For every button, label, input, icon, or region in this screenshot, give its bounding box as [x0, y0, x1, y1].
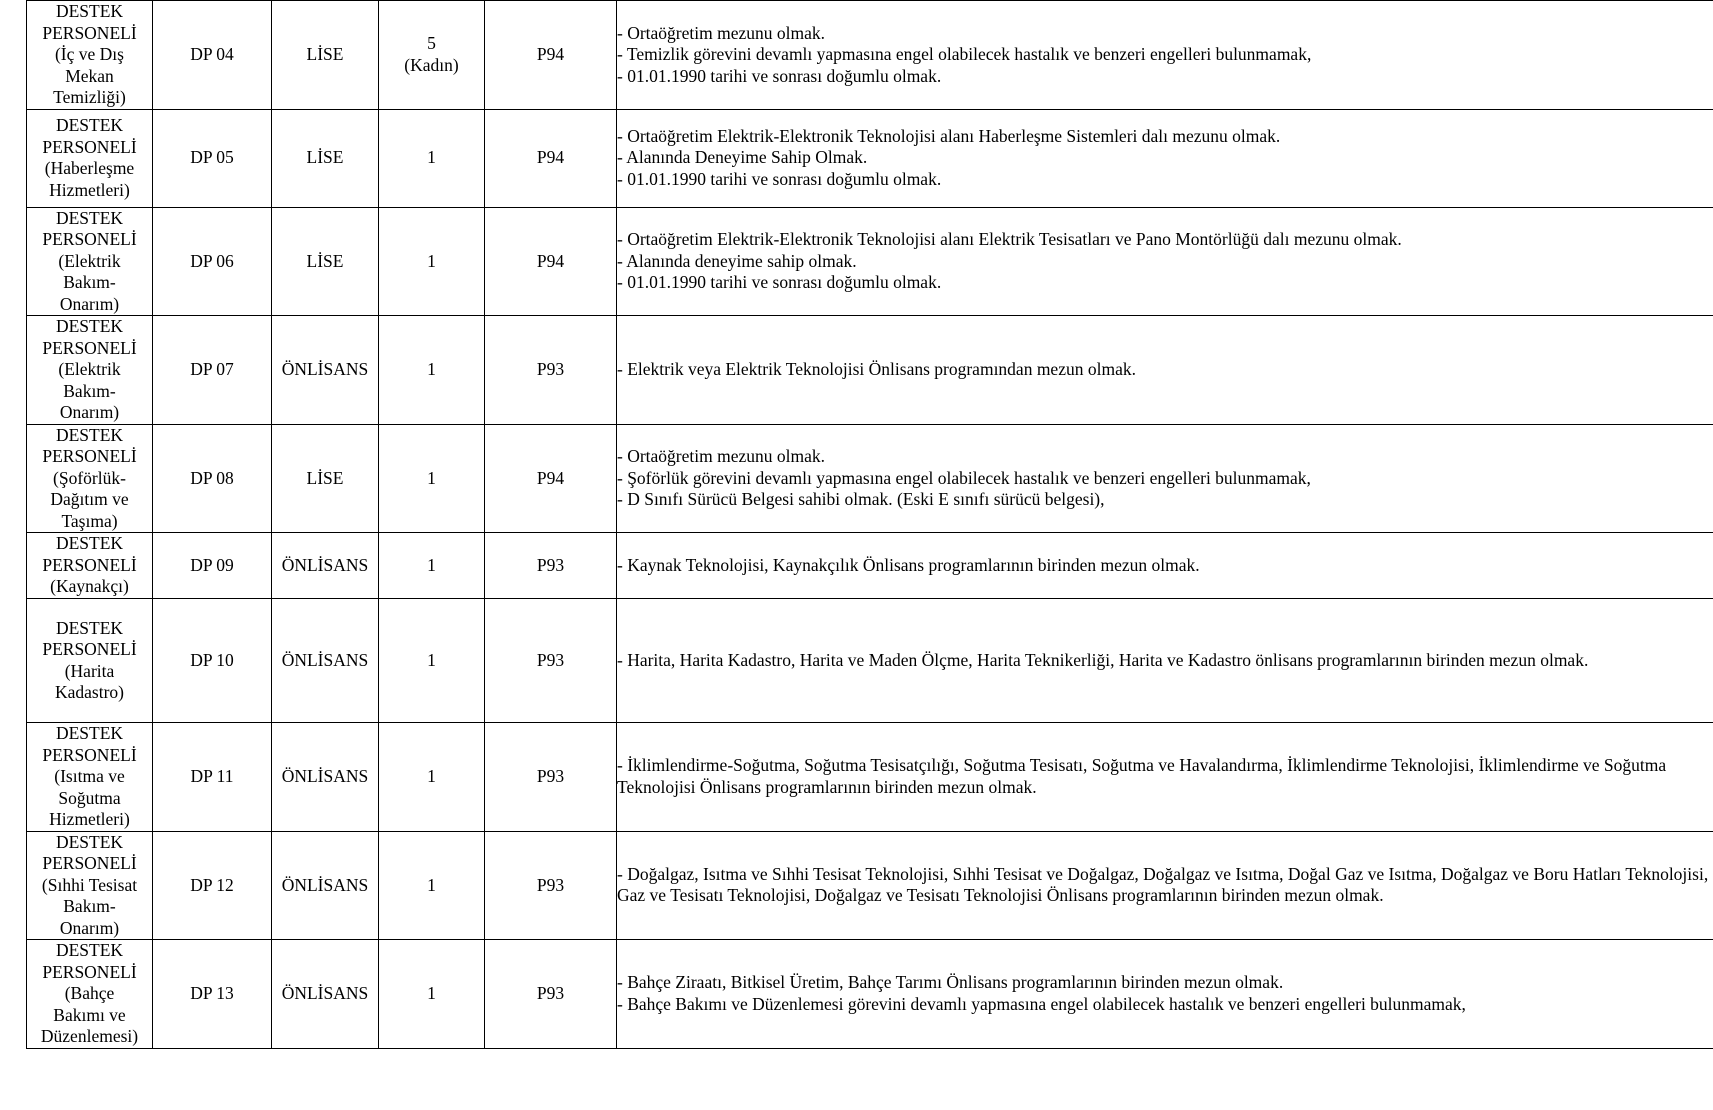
- table-row: [27, 940, 1713, 1049]
- quantity-value: 1: [427, 649, 436, 670]
- requirement-line: - Doğalgaz, Isıtma ve Sıhhi Tesisat Teknolojisi, Sıhhi Tesisat ve Doğalgaz, Doğalgaz ve Isıtma, Doğal Gaz ve Isıtma, Doğalgaz ve Boru Hatları Teknolojisi, Gaz ve Tesisatı Teknolojisi, Doğalgaz ve Tesisatı Teknolojisi Önlisans programlarının birinden mezun olmak.: [617, 863, 1709, 906]
- position-name-line: DESTEK: [55, 316, 124, 336]
- requirements-cell: [617, 831, 1713, 940]
- position-name-cell: [27, 831, 153, 940]
- table-row: [27, 831, 1713, 940]
- requirements-cell: [617, 940, 1713, 1049]
- position-name-line: Bakım-: [63, 380, 116, 401]
- score-type-cell: P94: [485, 424, 617, 533]
- position-name-cell: [27, 533, 153, 599]
- requirement-line: - Ortaöğretim mezunu olmak.: [617, 22, 825, 43]
- position-name-line: Hizmetleri): [49, 809, 130, 829]
- quantity-cell: [379, 424, 485, 533]
- position-name-line: Dağıtım ve: [50, 489, 129, 509]
- score-type-cell: P93: [485, 723, 617, 832]
- position-name-cell: [27, 1, 153, 110]
- position-name-line: PERSONELİ: [42, 639, 137, 659]
- education-level-cell: ÖNLİSANS: [272, 599, 379, 723]
- education-level-cell: ÖNLİSANS: [272, 831, 379, 940]
- position-name-line: (Haberleşme: [44, 158, 135, 178]
- position-name-line: PERSONELİ: [42, 22, 137, 43]
- position-name-line: Kadastro): [54, 682, 124, 702]
- requirement-line: - Ortaöğretim mezunu olmak.: [617, 446, 825, 466]
- score-type-cell: P93: [485, 831, 617, 940]
- position-name-cell: [27, 940, 153, 1049]
- requirement-line: - İklimlendirme-Soğutma, Soğutma Tesisatçılığı, Soğutma Tesisatı, Soğutma ve Havalandırma, İklimlendirme Teknolojisi, İklimlendirme ve Soğutma Teknolojisi Önlisans programlarının birinden mezun olmak.: [617, 755, 1667, 797]
- requirements-cell: [617, 533, 1713, 599]
- position-name-line: (Harita: [64, 660, 115, 681]
- requirements-cell: [617, 723, 1713, 832]
- position-name-line: (Şoförlük-: [53, 467, 126, 488]
- position-name-line: DESTEK: [55, 831, 124, 852]
- position-name-line: DESTEK: [55, 533, 124, 554]
- position-name-line: Bakımı ve: [53, 1004, 126, 1025]
- requirement-line: - Alanında Deneyime Sahip Olmak.: [617, 147, 868, 168]
- position-name-line: PERSONELİ: [42, 136, 137, 157]
- requirement-line: - Temizlik görevini devamlı yapmasına engel olabilecek hastalık ve benzeri engelleri bulunmamak,: [617, 44, 1312, 64]
- quantity-value: 1: [427, 983, 436, 1003]
- positions-table: [26, 0, 1713, 1049]
- position-name-line: (Isıtma ve: [54, 766, 125, 786]
- position-code-cell: DP 08: [153, 424, 272, 533]
- requirement-line: - Bahçe Bakımı ve Düzenlemesi görevini devamlı yapmasına engel olabilecek hastalık ve benzeri engelleri bulunmamak,: [617, 993, 1466, 1014]
- requirements-cell: [617, 316, 1713, 425]
- requirement-line: - Elektrik veya Elektrik Teknolojisi Önlisans programından mezun olmak.: [617, 359, 1136, 379]
- score-type-cell: P93: [485, 940, 617, 1049]
- score-type-cell: P93: [485, 533, 617, 599]
- position-name-line: Onarım): [59, 402, 120, 422]
- position-name-line: Hizmetleri): [49, 179, 130, 200]
- table-row: [27, 1, 1713, 110]
- position-name-cell: [27, 316, 153, 425]
- quantity-value: 5: [427, 33, 436, 54]
- position-name-line: Bakım-: [63, 896, 116, 916]
- position-code-cell: DP 10: [153, 599, 272, 723]
- requirement-line: - Bahçe Ziraatı, Bitkisel Üretim, Bahçe Tarımı Önlisans programlarının birinden mezun olmak.: [617, 972, 1284, 993]
- position-name-cell: [27, 599, 153, 723]
- education-level-cell: LİSE: [272, 1, 379, 110]
- position-name-line: DESTEK: [55, 1, 124, 21]
- position-name-line: PERSONELİ: [42, 337, 137, 358]
- requirement-line: - D Sınıfı Sürücü Belgesi sahibi olmak. (Eski E sınıfı sürücü belgesi),: [617, 489, 1105, 509]
- education-level-cell: LİSE: [272, 424, 379, 533]
- quantity-cell: [379, 831, 485, 940]
- requirement-line: - Ortaöğretim Elektrik-Elektronik Teknolojisi alanı Elektrik Tesisatları ve Pano Montörlüğü dalı mezunu olmak.: [617, 229, 1402, 249]
- position-name-line: Soğutma: [58, 787, 121, 808]
- quantity-value: 1: [427, 467, 436, 488]
- quantity-cell: [379, 940, 485, 1049]
- requirement-line: - Alanında deneyime sahip olmak.: [617, 250, 857, 271]
- position-code-cell: DP 12: [153, 831, 272, 940]
- table-row: [27, 316, 1713, 425]
- position-name-line: Temizliği): [53, 87, 126, 107]
- quantity-cell: [379, 207, 485, 316]
- position-code-cell: DP 04: [153, 1, 272, 110]
- position-name-line: PERSONELİ: [42, 853, 137, 873]
- requirement-line: - Şoförlük görevini devamlı yapmasına engel olabilecek hastalık ve benzeri engelleri bulunmamak,: [617, 467, 1311, 488]
- education-level-cell: ÖNLİSANS: [272, 940, 379, 1049]
- score-type-cell: P93: [485, 316, 617, 425]
- position-name-line: (Elektrik: [58, 250, 121, 271]
- position-name-line: DESTEK: [55, 723, 124, 743]
- table-row: [27, 599, 1713, 723]
- position-name-line: (Bahçe: [64, 983, 115, 1003]
- position-name-line: DESTEK: [55, 424, 124, 445]
- quantity-value: 1: [427, 554, 436, 575]
- position-name-line: Onarım): [59, 293, 120, 314]
- table-body: [27, 1, 1713, 1049]
- position-code-cell: DP 13: [153, 940, 272, 1049]
- position-code-cell: DP 06: [153, 207, 272, 316]
- score-type-cell: P94: [485, 207, 617, 316]
- requirement-line: - Kaynak Teknolojisi, Kaynakçılık Önlisans programlarının birinden mezun olmak.: [617, 554, 1200, 575]
- requirements-cell: [617, 207, 1713, 316]
- quantity-cell: [379, 599, 485, 723]
- score-type-cell: P94: [485, 109, 617, 207]
- position-name-line: PERSONELİ: [42, 961, 137, 982]
- position-name-line: DESTEK: [55, 115, 124, 135]
- position-name-line: Onarım): [59, 917, 120, 938]
- table-row: [27, 109, 1713, 207]
- position-name-cell: [27, 723, 153, 832]
- position-name-cell: [27, 424, 153, 533]
- education-level-cell: ÖNLİSANS: [272, 723, 379, 832]
- quantity-value: 1: [427, 250, 436, 271]
- table-row: [27, 207, 1713, 316]
- education-level-cell: LİSE: [272, 207, 379, 316]
- position-name-cell: [27, 109, 153, 207]
- quantity-value: 1: [427, 147, 436, 168]
- position-name-line: (Sıhhi Tesisat: [41, 874, 138, 895]
- position-name-line: Taşıma): [61, 510, 118, 531]
- quantity-value: 1: [427, 874, 436, 895]
- quantity-cell: [379, 109, 485, 207]
- requirement-line: - Ortaöğretim Elektrik-Elektronik Teknolojisi alanı Haberleşme Sistemleri dalı mezunu olmak.: [617, 125, 1281, 146]
- position-name-line: DESTEK: [55, 207, 124, 228]
- position-name-line: (Elektrik: [58, 359, 121, 379]
- quantity-note: (Kadın): [404, 54, 459, 75]
- position-name-line: DESTEK: [55, 617, 124, 638]
- position-name-line: PERSONELİ: [42, 446, 137, 466]
- position-code-cell: DP 09: [153, 533, 272, 599]
- position-code-cell: DP 07: [153, 316, 272, 425]
- requirement-line: - Harita, Harita Kadastro, Harita ve Maden Ölçme, Harita Teknikerliği, Harita ve Kadastro önlisans programlarının birinden mezun olmak.: [617, 649, 1589, 670]
- requirements-cell: [617, 599, 1713, 723]
- table-row: [27, 533, 1713, 599]
- education-level-cell: ÖNLİSANS: [272, 316, 379, 425]
- education-level-cell: ÖNLİSANS: [272, 533, 379, 599]
- position-code-cell: DP 05: [153, 109, 272, 207]
- position-name-line: (İç ve Dış: [54, 44, 124, 64]
- requirement-line: - 01.01.1990 tarihi ve sonrası doğumlu olmak.: [617, 65, 942, 86]
- position-name-line: DESTEK: [55, 940, 124, 960]
- position-name-cell: [27, 207, 153, 316]
- requirements-cell: [617, 424, 1713, 533]
- requirement-line: - 01.01.1990 tarihi ve sonrası doğumlu olmak.: [617, 168, 942, 189]
- table-row: [27, 723, 1713, 832]
- position-name-line: PERSONELİ: [42, 744, 137, 765]
- education-level-cell: LİSE: [272, 109, 379, 207]
- quantity-cell: [379, 723, 485, 832]
- position-name-line: Bakım-: [63, 272, 116, 292]
- requirements-cell: [617, 1, 1713, 110]
- quantity-value: 1: [427, 766, 436, 786]
- score-type-cell: P93: [485, 599, 617, 723]
- requirement-line: - 01.01.1990 tarihi ve sonrası doğumlu olmak.: [617, 272, 942, 292]
- quantity-value: 1: [427, 359, 436, 379]
- position-name-line: (Kaynakçı): [50, 576, 129, 597]
- quantity-cell: [379, 1, 485, 110]
- quantity-cell: [379, 533, 485, 599]
- score-type-cell: P94: [485, 1, 617, 110]
- requirements-cell: [617, 109, 1713, 207]
- position-name-line: PERSONELİ: [42, 554, 137, 575]
- table-row: [27, 424, 1713, 533]
- position-name-line: Düzenlemesi): [40, 1026, 139, 1046]
- quantity-cell: [379, 316, 485, 425]
- position-name-line: Mekan: [65, 65, 114, 86]
- position-code-cell: DP 11: [153, 723, 272, 832]
- position-name-line: PERSONELİ: [42, 229, 137, 249]
